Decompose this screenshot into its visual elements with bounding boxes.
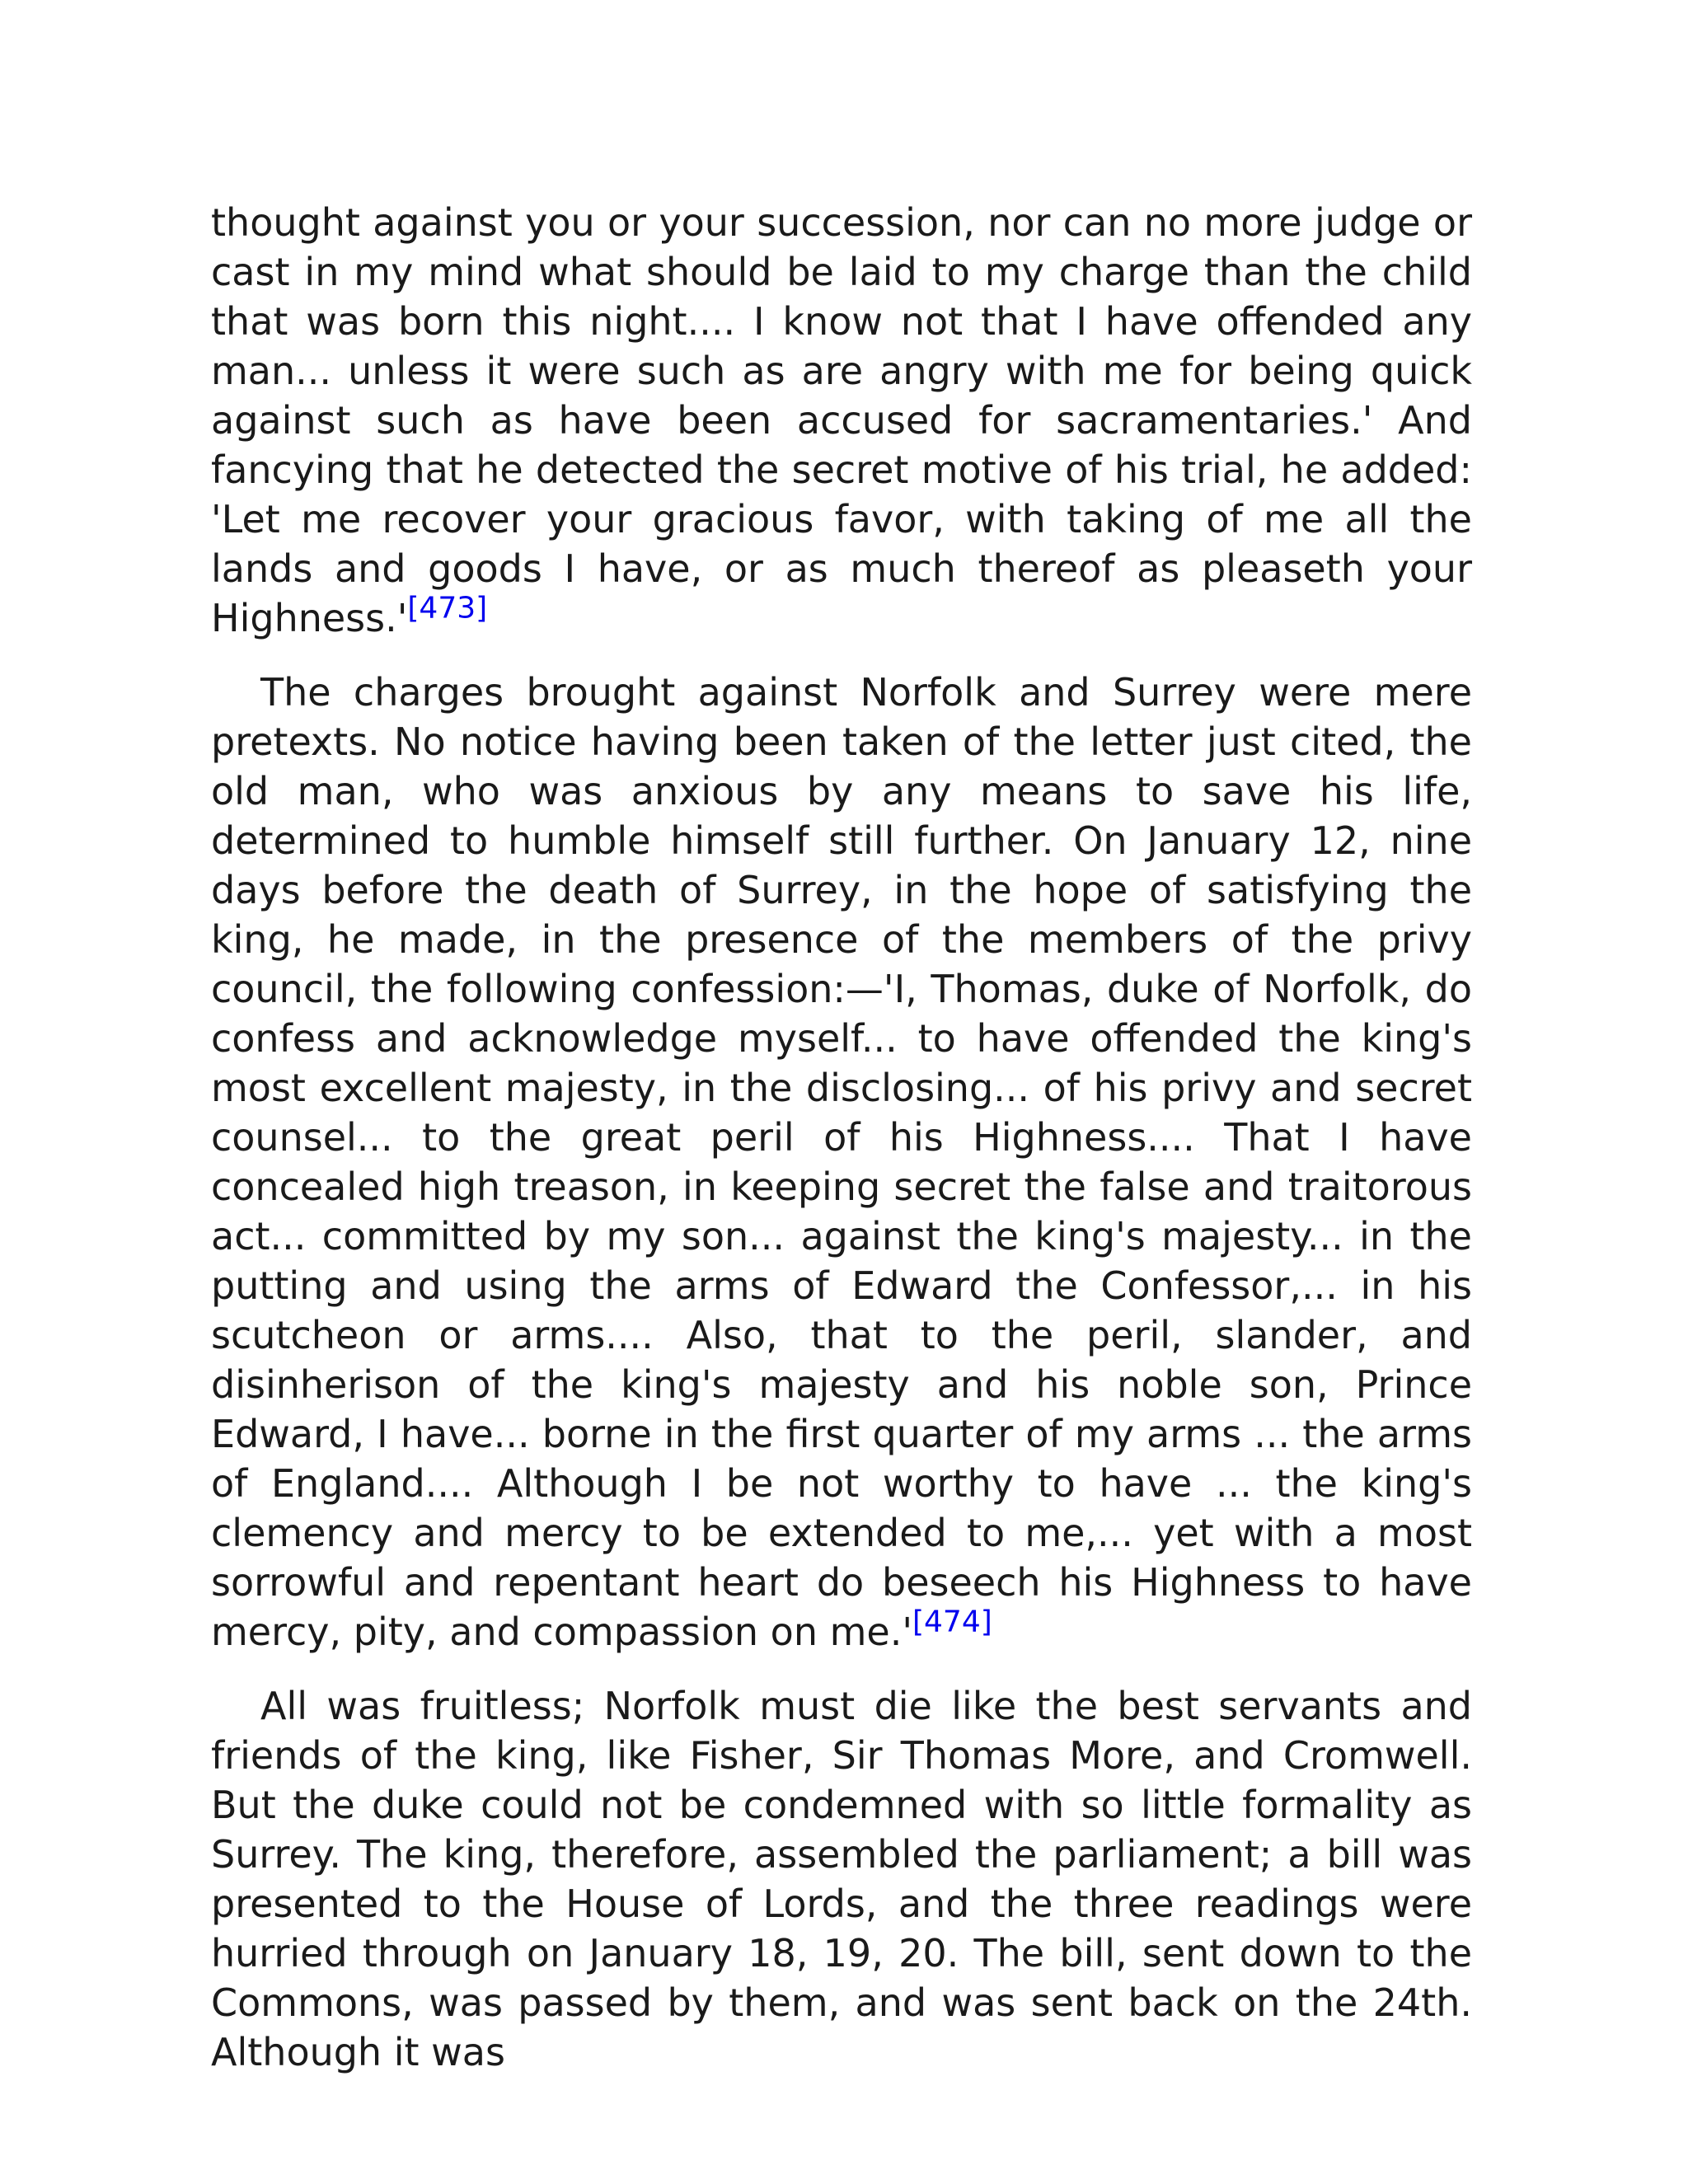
paragraph-3 [211, 1681, 1472, 2077]
document-page [211, 198, 1472, 2102]
paragraph-2 [211, 668, 1472, 1657]
paragraph-text: thought against you or your succession, nor can no more judge or cast in my mind what should be laid to my charge than the child that was born this night.... I know not that I have offended any man... unless it were such as are angry with me for being quick against such as have been accused for sacramentaries.' And fancying that he detected the secret motive of his trial, he added: 'Let me recover your gracious favor, with taking of me all the lands and goods I have, or as much thereof as pleaseth your Highness.' [211, 200, 1472, 640]
paragraph-text: The charges brought against Norfolk and Surrey were mere pretexts. No notice having been taken of the letter just cited, the old man, who was anxious by any means to save his life, determined to humble himself still further. On January 12, nine days before the death of Surrey, in the hope of satisfying the king, he made, in the presence of the members of the privy council, the following confession:—'I, Thomas, duke of Norfolk, do confess and acknowledge myself... to have offended the king's most excellent majesty, in the disclosing... of his privy and secret counsel... to the great peril of his Highness.... That I have concealed high treason, in keeping secret the false and traitorous act... committed by my son... against the king's majesty... in the putting and using the arms of Edward the Confessor,... in his scutcheon or arms.... Also, that to the peril, slander, and disinherison of the king's majesty and his noble son, Prince Edward, I have... borne in the first quarter of my arms ... the arms of England.... Although I be not worthy to have ... the king's clemency and mercy to be extended to me,... yet with a most sorrowful and repentant heart do beseech his Highness to have mercy, pity, and compassion on me.' [211, 670, 1472, 1654]
footnote-link-474[interactable]: [474] [912, 1605, 992, 1639]
footnote-link-473[interactable]: [473] [407, 591, 488, 626]
paragraph-text: All was fruitless; Norfolk must die like the best servants and friends of the king, like Fisher, Sir Thomas More, and Cromwell. But the duke could not be condemned with so little formality as Surrey. The king, therefore, assembled the parliament; a bill was presented to the House of Lords, and the three readings were hurried through on January 18, 19, 20. The bill, sent down to the Commons, was passed by them, and was sent back on the 24th. Although it was [211, 1684, 1472, 2074]
paragraph-1 [211, 198, 1472, 643]
